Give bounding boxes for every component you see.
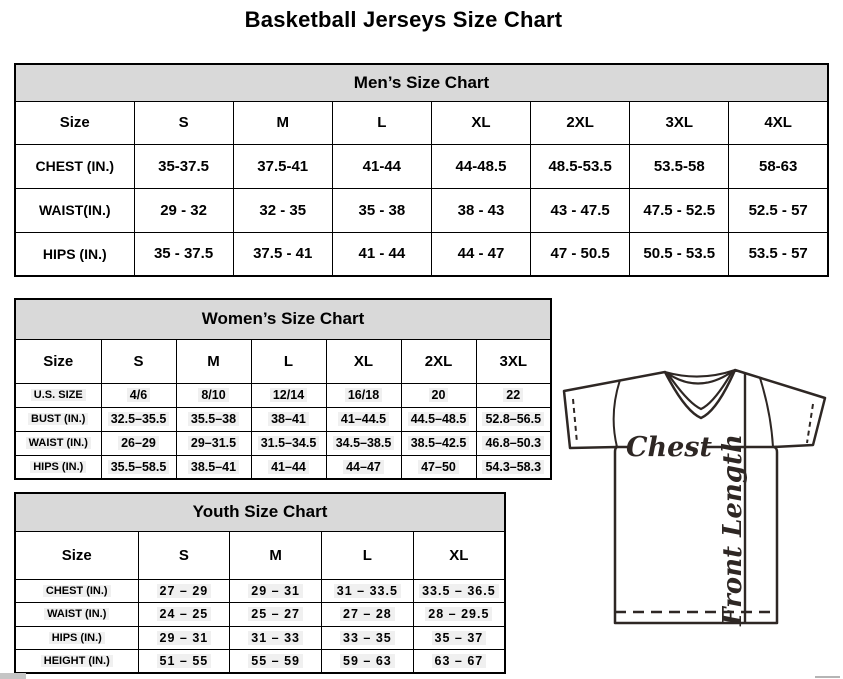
row-label-cell: WAIST (IN.) — [15, 603, 138, 627]
column-header-cell: XL — [413, 531, 505, 579]
value-cell: 31 – 33.5 — [322, 579, 414, 603]
value-cell: 43 - 47.5 — [531, 188, 630, 232]
value-cell: 35 - 37.5 — [134, 232, 233, 276]
table-row — [15, 579, 505, 603]
row-label-cell: WAIST (IN.) — [15, 431, 101, 455]
value-cell: 8/10 — [176, 383, 251, 407]
value-cell: 37.5-41 — [233, 144, 332, 188]
column-header-cell: XL — [326, 339, 401, 383]
table-row — [15, 455, 551, 479]
chest-label: Chest — [626, 432, 712, 463]
value-cell: 41–44.5 — [326, 407, 401, 431]
value-cell: 44-48.5 — [431, 144, 530, 188]
value-cell: 38.5–42.5 — [401, 431, 476, 455]
value-cell: 63 – 67 — [413, 650, 505, 674]
column-header-cell: L — [332, 101, 431, 144]
value-cell: 44.5–48.5 — [401, 407, 476, 431]
size-header-cell: Size — [15, 339, 101, 383]
value-cell: 52.5 - 57 — [729, 188, 828, 232]
table-row — [15, 232, 828, 276]
table-row — [15, 188, 828, 232]
row-label-cell: U.S. SIZE — [15, 383, 101, 407]
column-header-cell: 2XL — [401, 339, 476, 383]
page-title: Basketball Jerseys Size Chart — [244, 7, 563, 32]
bottom-left-fragment — [0, 673, 26, 679]
value-cell: 29 - 32 — [134, 188, 233, 232]
size-header-cell: Size — [15, 531, 138, 579]
value-cell: 29–31.5 — [176, 431, 251, 455]
mens-size-chart-table — [14, 63, 829, 277]
row-label-cell: HIPS (IN.) — [15, 626, 138, 650]
column-header-cell: L — [322, 531, 414, 579]
row-label-cell: HEIGHT (IN.) — [15, 650, 138, 674]
column-header-cell: S — [138, 531, 230, 579]
row-label-cell: HIPS (IN.) — [15, 455, 101, 479]
value-cell: 4/6 — [101, 383, 176, 407]
row-label-cell: BUST (IN.) — [15, 407, 101, 431]
column-header-cell: M — [233, 101, 332, 144]
table-row — [15, 431, 551, 455]
value-cell: 47.5 - 52.5 — [630, 188, 729, 232]
value-cell: 48.5-53.5 — [531, 144, 630, 188]
value-cell: 44 - 47 — [431, 232, 530, 276]
column-header-cell: 4XL — [729, 101, 828, 144]
youth-size-chart-table — [14, 492, 506, 674]
value-cell: 12/14 — [251, 383, 326, 407]
value-cell: 41–44 — [251, 455, 326, 479]
row-label-cell: WAIST(IN.) — [15, 188, 134, 232]
value-cell: 35.5–38 — [176, 407, 251, 431]
value-cell: 16/18 — [326, 383, 401, 407]
jersey-measurement-diagram — [560, 358, 840, 630]
value-cell: 52.8–56.5 — [476, 407, 551, 431]
table-title: Women’s Size Chart — [15, 299, 551, 339]
value-cell: 32.5–35.5 — [101, 407, 176, 431]
value-cell: 38–41 — [251, 407, 326, 431]
row-label-cell: CHEST (IN.) — [15, 579, 138, 603]
jersey-outline — [564, 370, 825, 623]
womens-size-chart-table — [14, 298, 552, 480]
value-cell: 55 – 59 — [230, 650, 322, 674]
table-row — [15, 650, 505, 674]
column-header-cell: M — [176, 339, 251, 383]
value-cell: 53.5 - 57 — [729, 232, 828, 276]
value-cell: 41-44 — [332, 144, 431, 188]
row-label-cell: HIPS (IN.) — [15, 232, 134, 276]
value-cell: 41 - 44 — [332, 232, 431, 276]
table-row — [15, 144, 828, 188]
value-cell: 58-63 — [729, 144, 828, 188]
value-cell: 25 – 27 — [230, 603, 322, 627]
value-cell: 44–47 — [326, 455, 401, 479]
column-header-cell: 2XL — [531, 101, 630, 144]
value-cell: 27 – 29 — [138, 579, 230, 603]
column-header-cell: L — [251, 339, 326, 383]
column-header-cell: S — [134, 101, 233, 144]
value-cell: 38.5–41 — [176, 455, 251, 479]
value-cell: 29 – 31 — [138, 626, 230, 650]
table-title: Men’s Size Chart — [15, 64, 828, 101]
value-cell: 24 – 25 — [138, 603, 230, 627]
value-cell: 54.3–58.3 — [476, 455, 551, 479]
front-length-label: Front Length — [718, 434, 748, 626]
value-cell: 34.5–38.5 — [326, 431, 401, 455]
value-cell: 27 – 28 — [322, 603, 414, 627]
value-cell: 59 – 63 — [322, 650, 414, 674]
value-cell: 51 – 55 — [138, 650, 230, 674]
column-header-cell: S — [101, 339, 176, 383]
value-cell: 46.8–50.3 — [476, 431, 551, 455]
value-cell: 53.5-58 — [630, 144, 729, 188]
value-cell: 28 – 29.5 — [413, 603, 505, 627]
column-header-cell: M — [230, 531, 322, 579]
value-cell: 47 - 50.5 — [531, 232, 630, 276]
value-cell: 50.5 - 53.5 — [630, 232, 729, 276]
value-cell: 31 – 33 — [230, 626, 322, 650]
table-row — [15, 603, 505, 627]
bottom-right-fragment — [815, 676, 840, 678]
value-cell: 20 — [401, 383, 476, 407]
value-cell: 35-37.5 — [134, 144, 233, 188]
table-row — [15, 383, 551, 407]
column-header-cell: 3XL — [476, 339, 551, 383]
column-header-cell: XL — [431, 101, 530, 144]
value-cell: 26–29 — [101, 431, 176, 455]
value-cell: 33.5 – 36.5 — [413, 579, 505, 603]
value-cell: 22 — [476, 383, 551, 407]
value-cell: 35 – 37 — [413, 626, 505, 650]
table-row — [15, 626, 505, 650]
value-cell: 29 – 31 — [230, 579, 322, 603]
value-cell: 47–50 — [401, 455, 476, 479]
table-row — [15, 407, 551, 431]
value-cell: 32 - 35 — [233, 188, 332, 232]
value-cell: 37.5 - 41 — [233, 232, 332, 276]
column-header-cell: 3XL — [630, 101, 729, 144]
row-label-cell: CHEST (IN.) — [15, 144, 134, 188]
value-cell: 38 - 43 — [431, 188, 530, 232]
value-cell: 35 - 38 — [332, 188, 431, 232]
table-title: Youth Size Chart — [15, 493, 505, 531]
value-cell: 35.5–58.5 — [101, 455, 176, 479]
size-header-cell: Size — [15, 101, 134, 144]
value-cell: 31.5–34.5 — [251, 431, 326, 455]
value-cell: 33 – 35 — [322, 626, 414, 650]
